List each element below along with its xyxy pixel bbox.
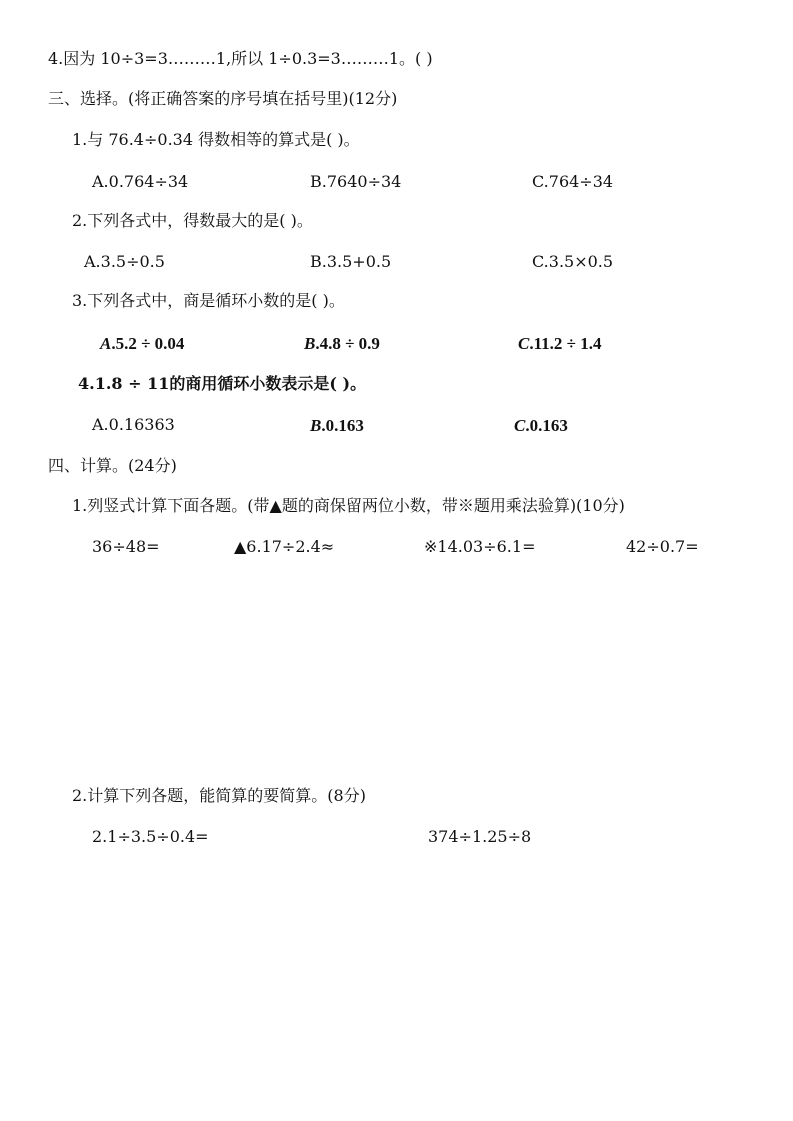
s3-q2-stem: 2.下列各式中，得数最大的是( )。: [72, 211, 313, 230]
option-letter: B: [304, 334, 316, 353]
s4-q1-problem-4: 42÷0.7=: [626, 537, 699, 556]
option-expression: .0.163: [321, 416, 364, 435]
prev-question-4: 4.因为 10÷3=3………1,所以 1÷0.3=3………1。( ): [48, 49, 433, 68]
s3-q4-option-a: A.0.16363: [92, 415, 175, 434]
s3-q4-option-c: [514, 415, 568, 437]
s3-q4-stem: 4.1.8 ÷ 11的商用循环小数表示是( )。: [78, 374, 367, 393]
s4-q2-problem-1: 2.1÷3.5÷0.4=: [92, 827, 209, 846]
s4-q2-problem-2: 374÷1.25÷8: [428, 827, 532, 846]
s3-q2-option-c: C.3.5×0.5: [532, 252, 614, 271]
s4-q1-problem-1: 36÷48=: [92, 537, 160, 556]
s3-q1-option-b: B.7640÷34: [310, 172, 402, 191]
option-expression: .11.2 ÷ 1.4: [529, 334, 602, 353]
section-3-heading: 三、选择。(将正确答案的序号填在括号里)(12分): [48, 89, 398, 108]
s3-q1-stem: 1.与 76.4÷0.34 得数相等的算式是( )。: [72, 130, 360, 149]
s3-q1-option-a: A.0.764÷34: [92, 172, 189, 191]
option-letter: C: [514, 416, 526, 435]
s3-q3-option-c: [518, 333, 602, 355]
option-letter: B: [310, 416, 322, 435]
s3-q2-option-b: B.3.5+0.5: [310, 252, 392, 271]
s4-q1-stem: 1.列竖式计算下面各题。(带▲题的商保留两位小数，带※题用乘法验算)(10分): [72, 496, 625, 515]
s3-q4-option-b: [310, 415, 364, 437]
s4-q1-problem-3: ※14.03÷6.1=: [424, 537, 536, 556]
s3-q3-option-a: [100, 333, 184, 355]
s3-q2-option-a: A.3.5÷0.5: [84, 252, 165, 271]
option-expression: .0.163: [525, 416, 568, 435]
section-4-heading: 四、计算。(24分): [48, 456, 177, 475]
s4-q2-stem: 2.计算下列各题，能简算的要简算。(8分): [72, 786, 366, 805]
s4-q1-problem-2: ▲6.17÷2.4≈: [234, 537, 335, 556]
option-expression: .4.8 ÷ 0.9: [315, 334, 380, 353]
s3-q3-stem: 3.下列各式中，商是循环小数的是( )。: [72, 291, 345, 310]
option-letter: C: [518, 334, 530, 353]
s3-q1-option-c: C.764÷34: [532, 172, 614, 191]
option-letter: A: [100, 334, 112, 353]
option-expression: .5.2 ÷ 0.04: [111, 334, 185, 353]
s3-q3-option-b: [304, 333, 380, 355]
